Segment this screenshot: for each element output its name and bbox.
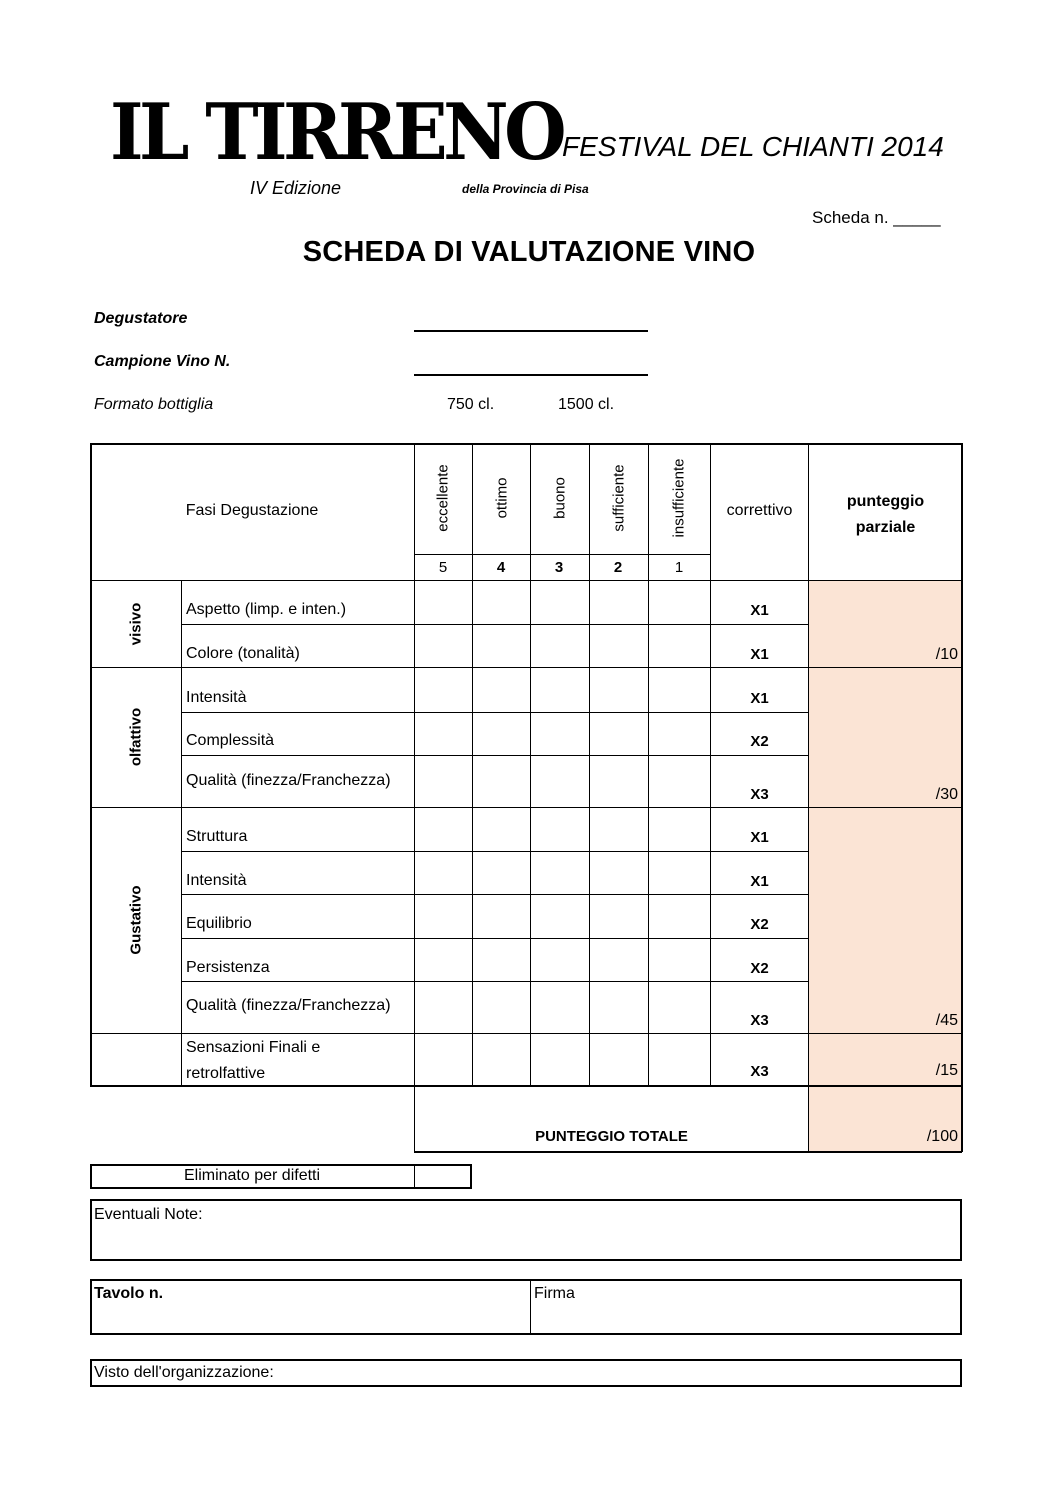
table-signature-divider [530,1279,531,1335]
total-value: /100 [926,1128,958,1145]
festival-title: FESTIVAL DEL CHIANTI 2014 [562,131,944,162]
group-line [90,1033,962,1034]
table-number-label: Tavolo n. [94,1285,164,1302]
subtotal-gustativo: /45 [935,1012,958,1029]
rating-header-ottimo: ottimo [493,477,511,519]
signature-field[interactable] [532,1281,960,1333]
multiplier: X2 [750,733,769,750]
row-label-persistenza: Persistenza [186,959,270,976]
correttivo-header: correttivo [726,502,793,519]
rating-column-line-start [414,443,415,1152]
notes-box[interactable] [90,1199,962,1261]
group-line [90,667,962,668]
group-visivo: visivo [127,602,145,646]
format-option-1500[interactable]: 1500 cl. [558,396,615,413]
rating-value-2: 2 [613,559,623,576]
row-label-colore: Colore (tonalità) [186,645,300,662]
group-olfattivo: olfattivo [127,707,145,767]
row-line [181,981,809,982]
format-option-750[interactable]: 750 cl. [447,396,495,413]
subtotal-visivo: /10 [935,646,958,663]
sample-label: Campione Vino N. [94,353,231,370]
rating-value-5: 5 [438,559,448,576]
correttivo-column-line [710,443,711,1086]
partial-column-line [808,443,809,1152]
multiplier: X1 [750,646,769,663]
rating-column-line [530,443,531,1086]
total-row-bottom [414,1151,962,1153]
multiplier: X1 [750,602,769,619]
group-line [90,807,962,808]
province-label: della Provincia di Pisa [462,182,589,196]
row-label-intensita-olf: Intensità [186,689,247,706]
phases-header: Fasi Degustazione [185,502,319,519]
rating-column-line [589,443,590,1086]
rating-value-1: 1 [674,559,684,576]
row-label-aspetto: Aspetto (limp. e inten.) [186,601,347,618]
rating-header-buono: buono [551,477,569,519]
signature-label: Firma [534,1285,575,1302]
subtotal-final: /15 [935,1062,958,1079]
total-label: PUNTEGGIO TOTALE [535,1128,688,1145]
edition-label: IV Edizione [250,178,342,198]
sample-field[interactable] [414,374,648,376]
multiplier: X1 [750,829,769,846]
multiplier: X1 [750,873,769,890]
table-border-left [90,443,92,1086]
row-label-sensazioni-line2: retrolfattive [186,1065,266,1082]
rating-header-insufficiente: insufficiente [670,458,688,538]
taster-field[interactable] [414,330,648,332]
header-bottom-line [90,580,962,581]
eliminated-checkbox[interactable] [416,1166,470,1187]
sheet-number: Scheda n. _____ [812,208,941,227]
eliminated-divider [414,1164,415,1189]
row-label-sensazioni-finali [186,1035,320,1087]
group-gustativo: Gustativo [127,885,145,955]
rating-header-sufficiente: sufficiente [610,464,628,532]
partial-score-gustativo[interactable] [809,808,962,1033]
partial-score-header-line1: punteggio [846,493,925,510]
multiplier: X3 [750,1063,769,1080]
row-line [181,938,809,939]
eliminated-label: Eliminato per difetti [183,1167,321,1184]
format-label: Formato bottiglia [94,396,214,413]
row-line [181,624,809,625]
multiplier: X2 [750,960,769,977]
table-number-field[interactable] [92,1281,528,1333]
rating-value-4: 4 [496,559,506,576]
organization-approval-label: Visto dell'organizzazione: [94,1364,274,1381]
row-label-sensazioni-line1: Sensazioni Finali e [186,1039,321,1056]
rating-header-eccellente: eccellente [434,464,452,532]
page-title: SCHEDA DI VALUTAZIONE VINO [302,236,756,268]
row-label-equilibrio: Equilibrio [186,915,252,932]
row-line [181,755,809,756]
subtotal-olfattivo: /30 [935,786,958,803]
row-label-qualita-gus: Qualità (finezza/Franchezza) [186,997,391,1014]
row-label-intensita-gus: Intensità [186,872,247,889]
row-label-qualita-olf: Qualità (finezza/Franchezza) [186,772,391,789]
row-label-struttura: Struttura [186,828,248,845]
rating-column-line [648,443,649,1086]
multiplier: X2 [750,916,769,933]
rating-value-3: 3 [554,559,564,576]
table-border-right [961,443,963,1152]
multiplier: X3 [750,1012,769,1029]
multiplier: X3 [750,786,769,803]
rating-column-line [472,443,473,1086]
group-column-line [181,580,182,1086]
rating-number-divider [414,554,711,555]
partial-score-header [809,489,962,541]
taster-label: Degustatore [94,310,188,327]
row-line [181,894,809,895]
newspaper-logo: IL TIRRENO [110,87,563,178]
row-label-complessita: Complessità [186,732,275,749]
table-border-top [90,443,962,445]
multiplier: X1 [750,690,769,707]
notes-label: Eventuali Note: [94,1206,203,1223]
row-line [181,851,809,852]
partial-score-header-line2: parziale [855,519,916,536]
row-line [181,712,809,713]
